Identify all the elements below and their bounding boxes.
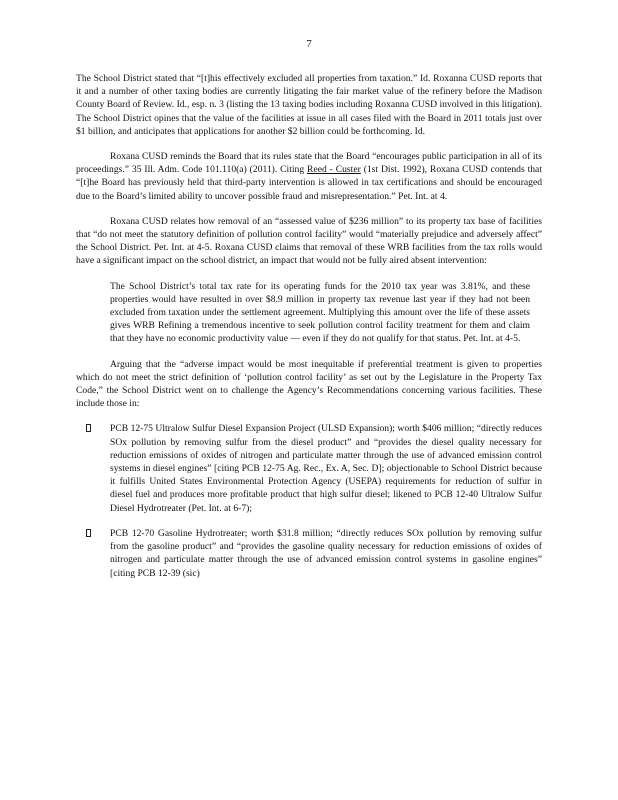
bullet-box-icon [86, 529, 91, 537]
paragraph-3: Roxana CUSD relates how removal of an “assessed value of $236 million” to its property tax base of facilities that “do not meet the statutory definition of pollution control facility” would “materially prejudice and adversely affect” the School District. Pet. Int. at 4-5. Roxana CUSD claims that removal of these WRB facilities from the tax rolls would have a significant impact on the school district, an impact that would not be fully aired absent intervention: [76, 215, 542, 267]
list-item [76, 527, 542, 580]
paragraph-1: The School District stated that “[t]his effectively excluded all properties from taxation.” Id. Roxanna CUSD reports that it and a number of other taxing bodies are currently litigating the fair market value of the refinery before the Madison County Board of Review. Id., esp. n. 3 (listing the 13 taxing bodies including Roxanna CUSD involved in this litigation). The School District opines that the value of the facilities at issue in all cases filed with the Board in 2011 totals just over $1 billion, and anticipates that applications for another $2 billion could be forthcoming. Id. [76, 73, 542, 137]
document-body [76, 72, 542, 592]
paragraph-2 [76, 150, 542, 203]
list-item [76, 422, 542, 514]
bullet-text: PCB 12-75 Ultralow Sulfur Diesel Expansion Project (ULSD Expansion); worth $406 million; “directly reduces SOx pollution by removing sulfur from the diesel product” and “provides the diesel quality necessary for reduction emissions of oxides of nitrogen and particulate matter through the use of advanced emission control systems in diesel engines” [citing PCB 12-75 Ag. Rec., Ex. A, Sec. D]; objectionable to School District because it fulfills United States Environmental Protection Agency (USEPA) requirements for reduction of sulfur in diesel fuel and produces more profitable product that high sulfur diesel; likened to PCB 12-40 Ultralow Sulfur Diesel Hydrotreater (Pet. Int. at 6-7); [110, 423, 542, 514]
paragraph-4: Arguing that the “adverse impact would be most inequitable if preferential treatment is given to properties which do not meet the strict definition of ‘pollution control facility’ as set out by the Legislature in the Property Tax Code,” the School District went on to challenge the Agency’s Recommendations concerning various facilities. These include those in: [76, 358, 542, 410]
page-number: 7 [306, 38, 312, 50]
bullet-text: PCB 12-70 Gasoline Hydrotreater; worth $31.8 million; “directly reduces SOx pollution by removing sulfur from the gasoline product” and “provides the gasoline quality necessary for reduction emissions of oxides of nitrogen and particulate matter through the use of advanced emission control systems in gasoline engines” [citing PCB 12-39 (sic) [110, 527, 542, 579]
block-quote: The School District’s total tax rate for its operating funds for the 2010 tax year was 3.81%, and these properties would have resulted in over $8.9 million in property tax revenue last year if they had not been excluded from taxation under the settlement agreement. Multiplying this amount over the life of these assets gives WRB Refining a tremendous incentive to seek pollution control facility treatment for them and claim that they have no economic productivity value — even if they do not qualify for that status. Pet. Int. at 4-5. [110, 280, 530, 345]
bullet-box-icon [86, 424, 91, 432]
case-citation: Reed - Custer [307, 164, 361, 176]
paragraph-2-text: Roxana CUSD reminds the Board that its rules state that the Board “encourages public participation in all of its proceedings.” 35 Ill. Adm. Code 101.110(a) (2011). Citing [76, 151, 542, 176]
paragraph-2-rest: (1st Dist. 1992), Roxana CUSD contends that “[t]he Board has previously held that third-party intervention is allowed in tax certifications and should be encouraged due to the Board’s limited ability to uncover possible fraud and misrepresentation.” Pet. Int. at 4. [76, 164, 542, 202]
